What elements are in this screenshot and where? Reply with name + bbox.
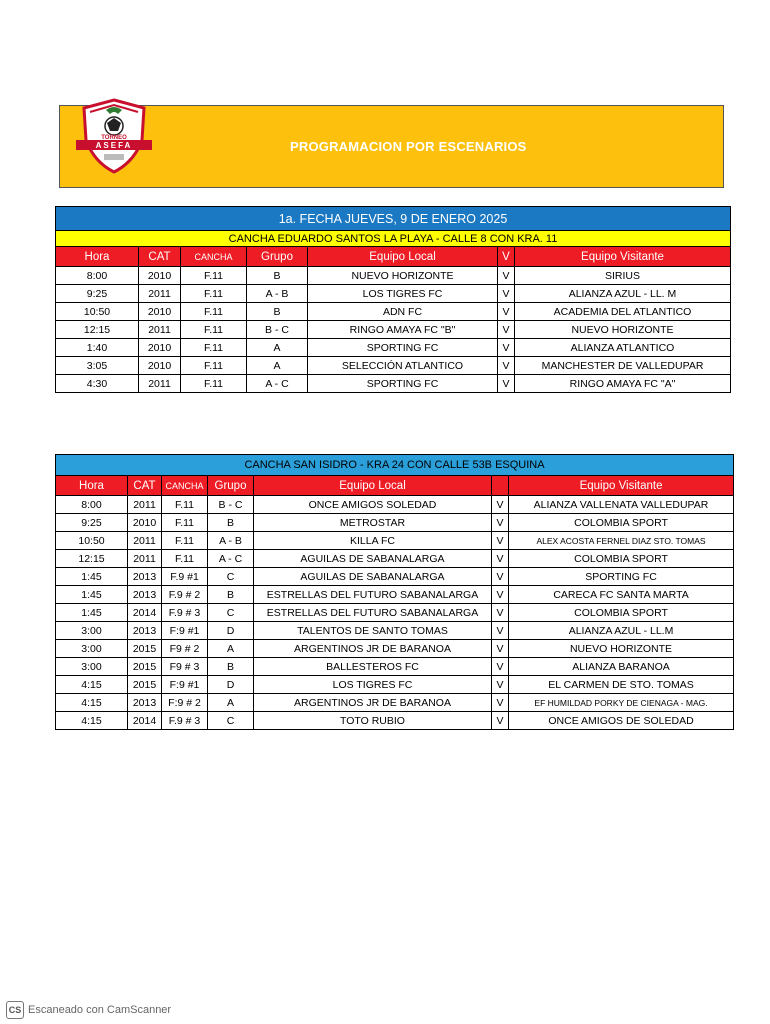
table-cell: V (492, 550, 509, 568)
table-cell: V (498, 303, 515, 321)
table-cell: 2010 (139, 303, 181, 321)
table-cell: TOTO RUBIO (254, 712, 492, 730)
header-banner (59, 105, 724, 188)
column-header-row (56, 476, 734, 496)
table-cell: F.9 # 3 (162, 604, 208, 622)
table-cell: 2013 (128, 568, 162, 586)
table-cell: V (492, 622, 509, 640)
table-row (56, 532, 734, 550)
table-cell: F9 # 2 (162, 640, 208, 658)
table-cell: F.11 (162, 532, 208, 550)
table-cell: F.11 (181, 285, 247, 303)
table-row (56, 267, 731, 285)
table-cell: ARGENTINOS JR DE BARANOA (254, 694, 492, 712)
table-cell: V (492, 532, 509, 550)
table-cell: 4:30 (56, 375, 139, 393)
page-title: PROGRAMACION POR ESCENARIOS (290, 139, 527, 154)
table-cell: EL CARMEN DE STO. TOMAS (509, 676, 734, 694)
table-cell: MANCHESTER DE VALLEDUPAR (515, 357, 731, 375)
table-cell: 2011 (128, 550, 162, 568)
table-cell: F.11 (162, 496, 208, 514)
table-cell: 2011 (128, 496, 162, 514)
table-cell: C (208, 712, 254, 730)
camscanner-footer (6, 1001, 171, 1019)
table-row (56, 712, 734, 730)
table-cell: 1:45 (56, 586, 128, 604)
table-cell: 1:45 (56, 604, 128, 622)
venue-title: CANCHA SAN ISIDRO - KRA 24 CON CALLE 53B ESQUINA (56, 455, 734, 476)
table-cell: 8:00 (56, 496, 128, 514)
col-v: V (498, 247, 515, 267)
table-cell: ALIANZA AZUL - LL. M (515, 285, 731, 303)
table-cell: 2013 (128, 586, 162, 604)
schedule-table-eduardo-santos (55, 206, 731, 393)
table-row (56, 321, 731, 339)
table-row (56, 640, 734, 658)
table1-body (56, 267, 731, 393)
table-cell: 2011 (128, 532, 162, 550)
table-cell: F.11 (181, 303, 247, 321)
table-cell: F:9 #1 (162, 622, 208, 640)
table-cell: SIRIUS (515, 267, 731, 285)
table-row (56, 658, 734, 676)
table-cell: ACADEMIA DEL ATLANTICO (515, 303, 731, 321)
table-cell: CARECA FC SANTA MARTA (509, 586, 734, 604)
table-cell: RINGO AMAYA FC "A" (515, 375, 731, 393)
table-cell: V (498, 267, 515, 285)
table-cell: BALLESTEROS FC (254, 658, 492, 676)
table-cell: V (492, 586, 509, 604)
table-cell: F.11 (181, 339, 247, 357)
table-cell: V (492, 676, 509, 694)
table-cell: ADN FC (308, 303, 498, 321)
table-cell: F:9 # 2 (162, 694, 208, 712)
table-cell: A - C (208, 550, 254, 568)
table-cell: ONCE AMIGOS SOLEDAD (254, 496, 492, 514)
table-row (56, 375, 731, 393)
table-cell: 12:15 (56, 321, 139, 339)
table-cell: 4:15 (56, 712, 128, 730)
table-cell: V (498, 285, 515, 303)
table-cell: 2010 (139, 267, 181, 285)
table-row (56, 550, 734, 568)
col-hora: Hora (56, 247, 139, 267)
table-cell: 10:50 (56, 532, 128, 550)
table-cell: SPORTING FC (308, 375, 498, 393)
table-row (56, 586, 734, 604)
date-title: 1a. FECHA JUEVES, 9 DE ENERO 2025 (56, 207, 731, 231)
table-cell: F.11 (162, 514, 208, 532)
table-cell: A (208, 694, 254, 712)
col-equipo-visitante: Equipo Visitante (509, 476, 734, 496)
logo-bottom-text: ASEFA (95, 141, 133, 150)
table-cell: A (247, 339, 308, 357)
table-cell: EF HUMILDAD PORKY DE CIENAGA - MAG. (509, 694, 734, 712)
table-cell: 1:45 (56, 568, 128, 586)
table-cell: F:9 #1 (162, 676, 208, 694)
table-cell: V (498, 357, 515, 375)
table-cell: D (208, 676, 254, 694)
table-cell: LOS TIGRES FC (308, 285, 498, 303)
table-cell: 2015 (128, 658, 162, 676)
table-cell: 2011 (139, 321, 181, 339)
table2-body (56, 496, 734, 730)
col-cat: CAT (128, 476, 162, 496)
col-equipo-local: Equipo Local (308, 247, 498, 267)
table-cell: V (492, 568, 509, 586)
table-cell: COLOMBIA SPORT (509, 550, 734, 568)
table-cell: 2014 (128, 712, 162, 730)
table-cell: V (492, 496, 509, 514)
table-row (56, 514, 734, 532)
table-cell: METROSTAR (254, 514, 492, 532)
table-cell: A - B (247, 285, 308, 303)
table-cell: ARGENTINOS JR DE BARANOA (254, 640, 492, 658)
table-cell: 4:15 (56, 676, 128, 694)
table-cell: ESTRELLAS DEL FUTURO SABANALARGA (254, 586, 492, 604)
col-cat: CAT (139, 247, 181, 267)
table-cell: V (492, 658, 509, 676)
table-cell: LOS TIGRES FC (254, 676, 492, 694)
table-cell: ALIANZA VALLENATA VALLEDUPAR (509, 496, 734, 514)
table-cell: A (247, 357, 308, 375)
table-row (56, 285, 731, 303)
col-cancha: CANCHA (162, 476, 208, 496)
table-row (56, 676, 734, 694)
table-cell: SELECCIÓN ATLANTICO (308, 357, 498, 375)
col-v (492, 476, 509, 496)
table-cell: NUEVO HORIZONTE (308, 267, 498, 285)
table-cell: V (492, 712, 509, 730)
table-cell: SPORTING FC (308, 339, 498, 357)
table-cell: RINGO AMAYA FC "B" (308, 321, 498, 339)
schedule-table-san-isidro (55, 454, 734, 730)
table-cell: 2010 (139, 339, 181, 357)
table-cell: ESTRELLAS DEL FUTURO SABANALARGA (254, 604, 492, 622)
table-cell: 3:00 (56, 658, 128, 676)
table-row (56, 694, 734, 712)
table-cell: ALIANZA BARANOA (509, 658, 734, 676)
table-cell: C (208, 568, 254, 586)
camscanner-icon: CS (6, 1001, 24, 1019)
table-cell: 4:15 (56, 694, 128, 712)
table-cell: AGUILAS DE SABANALARGA (254, 550, 492, 568)
table-cell: ALIANZA AZUL - LL.M (509, 622, 734, 640)
table-cell: 2011 (139, 285, 181, 303)
table-cell: 2015 (128, 640, 162, 658)
table-cell: A (208, 640, 254, 658)
table-cell: F.11 (181, 357, 247, 375)
table-cell: B (208, 514, 254, 532)
table-cell: NUEVO HORIZONTE (515, 321, 731, 339)
table-cell: F.9 #1 (162, 568, 208, 586)
table-cell: A - B (208, 532, 254, 550)
table-row (56, 604, 734, 622)
table-cell: 3:00 (56, 640, 128, 658)
table-cell: 2010 (128, 514, 162, 532)
table-cell: V (498, 321, 515, 339)
table-cell: F.9 # 3 (162, 712, 208, 730)
table-cell: 10:50 (56, 303, 139, 321)
table-row (56, 357, 731, 375)
table-cell: V (492, 640, 509, 658)
table-cell: B - C (247, 321, 308, 339)
table-cell: 12:15 (56, 550, 128, 568)
table-cell: SPORTING FC (509, 568, 734, 586)
col-grupo: Grupo (208, 476, 254, 496)
col-hora: Hora (56, 476, 128, 496)
table-cell: A - C (247, 375, 308, 393)
table-row (56, 339, 731, 357)
table-cell: B (247, 303, 308, 321)
table-cell: B - C (208, 496, 254, 514)
table-cell: D (208, 622, 254, 640)
table-cell: 8:00 (56, 267, 139, 285)
table-cell: F.9 # 2 (162, 586, 208, 604)
table-cell: V (498, 339, 515, 357)
table-cell: 2010 (139, 357, 181, 375)
table-row (56, 622, 734, 640)
col-equipo-local: Equipo Local (254, 476, 492, 496)
table-cell: 2014 (128, 604, 162, 622)
table-cell: COLOMBIA SPORT (509, 514, 734, 532)
column-header-row (56, 247, 731, 267)
table-cell: F.11 (181, 267, 247, 285)
table-cell: B (208, 658, 254, 676)
table-row (56, 568, 734, 586)
table-row (56, 303, 731, 321)
asefa-logo (74, 96, 154, 174)
table-cell: F9 # 3 (162, 658, 208, 676)
table-cell: F.11 (181, 321, 247, 339)
table-cell: 2013 (128, 694, 162, 712)
venue-row (56, 231, 731, 247)
table-cell: B (247, 267, 308, 285)
table-cell: B (208, 586, 254, 604)
date-title-row (56, 207, 731, 231)
table-cell: V (492, 604, 509, 622)
table-cell: ALIANZA ATLANTICO (515, 339, 731, 357)
table-cell: ALEX ACOSTA FERNEL DIAZ STO. TOMAS (509, 532, 734, 550)
table-cell: NUEVO HORIZONTE (509, 640, 734, 658)
table-cell: C (208, 604, 254, 622)
col-equipo-visitante: Equipo Visitante (515, 247, 731, 267)
table-cell: KILLA FC (254, 532, 492, 550)
col-grupo: Grupo (247, 247, 308, 267)
table-cell: AGUILAS DE SABANALARGA (254, 568, 492, 586)
table-cell: V (498, 375, 515, 393)
table-cell: F.11 (162, 550, 208, 568)
table-cell: TALENTOS DE SANTO TOMAS (254, 622, 492, 640)
table-cell: V (492, 514, 509, 532)
table-cell: COLOMBIA SPORT (509, 604, 734, 622)
venue-title: CANCHA EDUARDO SANTOS LA PLAYA - CALLE 8 CON KRA. 11 (56, 231, 731, 247)
table-cell: 1:40 (56, 339, 139, 357)
table-cell: 2011 (139, 375, 181, 393)
table-cell: 2015 (128, 676, 162, 694)
col-cancha: CANCHA (181, 247, 247, 267)
table-cell: ONCE AMIGOS DE SOLEDAD (509, 712, 734, 730)
camscanner-text: Escaneado con CamScanner (28, 1004, 172, 1016)
table-cell: 2013 (128, 622, 162, 640)
table-cell: V (492, 694, 509, 712)
table-cell: 3:05 (56, 357, 139, 375)
table-cell: 3:00 (56, 622, 128, 640)
table-cell: F.11 (181, 375, 247, 393)
venue-row (56, 455, 734, 476)
table-cell: 9:25 (56, 285, 139, 303)
logo-top-text: TORNEO (101, 135, 127, 141)
table-row (56, 496, 734, 514)
table-cell: 9:25 (56, 514, 128, 532)
